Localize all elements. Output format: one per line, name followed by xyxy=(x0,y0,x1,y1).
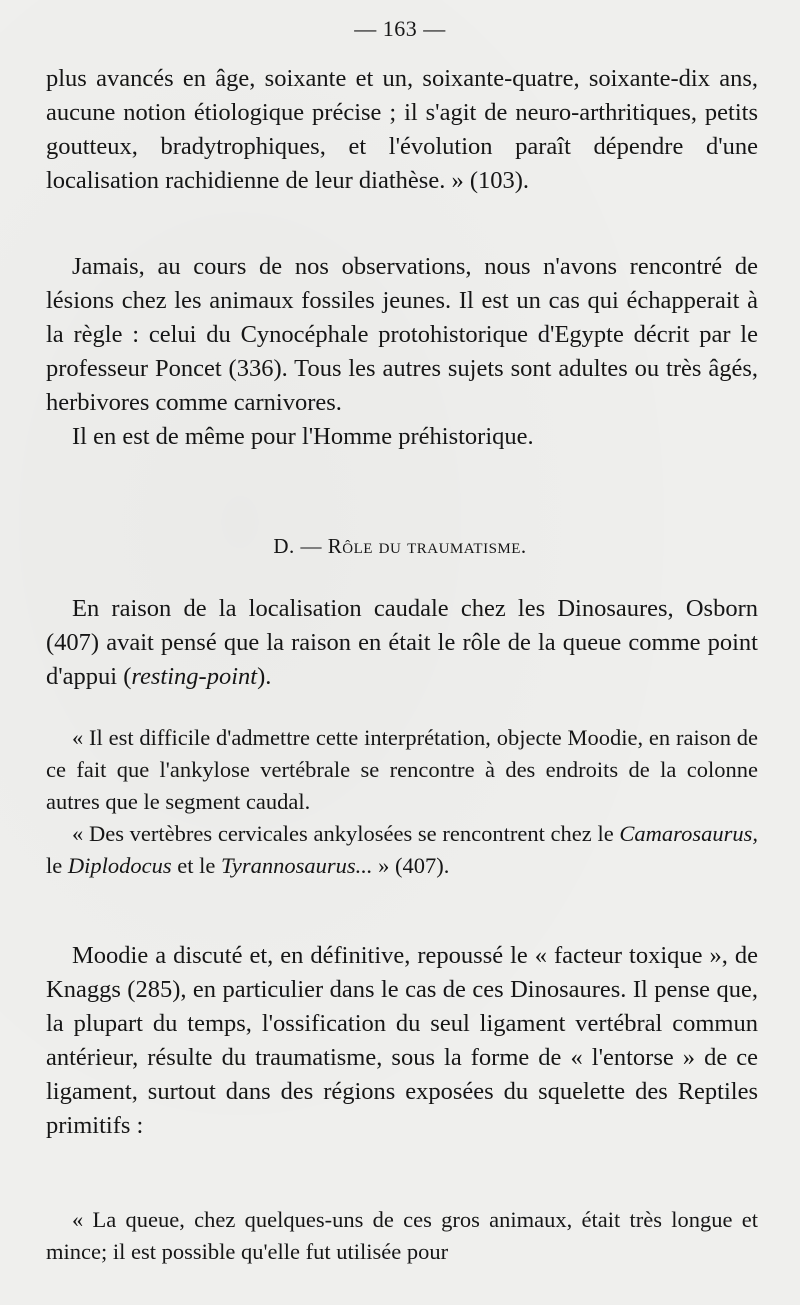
paragraph-6-italic-3: Tyrannosaurus... xyxy=(220,853,373,878)
paragraph-4-text: En raison de la localisation caudale chez les Dinosaures, Osborn (407) avait pensé que la raison en était le rôle de la queue comme point d'appui ( xyxy=(46,595,758,690)
page-number: — 163 — xyxy=(354,16,446,41)
paragraph-group-8 xyxy=(46,1204,758,1268)
paragraph-6-italic-2: Diplodocus xyxy=(67,853,172,878)
paragraph-4 xyxy=(46,592,758,694)
section-heading-title: Rôle du traumatisme. xyxy=(327,534,527,558)
paragraph-6-b: le xyxy=(46,853,68,878)
paragraph-4-italic: resting-point xyxy=(131,663,258,690)
paragraph-8: « La queue, chez quelques-uns de ces gros animaux, était très longue et mince; il est possible qu'elle fut utilisée pour xyxy=(46,1207,758,1264)
paragraph-6 xyxy=(46,818,758,882)
section-heading-prefix: D. — xyxy=(273,534,328,558)
paragraph-group-2 xyxy=(46,250,758,454)
paragraph-4-end: ). xyxy=(257,663,272,690)
paragraph-continuation xyxy=(46,62,758,198)
paragraph-6-c: et le xyxy=(171,853,221,878)
paragraph-3: Il en est de même pour l'Homme préhistorique. xyxy=(72,423,534,450)
section-heading xyxy=(0,534,800,559)
paragraph-5: « Il est difficile d'admettre cette interprétation, objecte Moodie, en raison de ce fait que l'ankylose vertébrale se rencontre à des endroits de la colonne autres que le segment caudal. xyxy=(46,725,758,814)
paragraph-1: plus avancés en âge, soixante et un, soixante-quatre, soixante-dix ans, aucune notion étiologique précise ; il s'agit de neuro-arthritiques, petits goutteux, bradytrophiques, et l'évolution paraît dépendre d'une localisation rachidienne de leur diathèse. » (103). xyxy=(46,65,758,194)
paragraph-7: Moodie a discuté et, en définitive, repoussé le « facteur toxique », de Knaggs (285), en particulier dans le cas de ces Dinosaures. Il pense que, la plupart du temps, l'ossification du seul ligament vertébral commun antérieur, résulte du traumatisme, sous la forme de « l'entorse » de ce ligament, surtout dans des régions exposées du squelette des Reptiles primitifs : xyxy=(46,942,758,1139)
paragraph-6-d: » (407). xyxy=(372,853,450,878)
paragraph-2: Jamais, au cours de nos observations, nous n'avons rencontré de lésions chez les animaux fossiles jeunes. Il est un cas qui échapperait à la règle : celui du Cynocéphale protohistorique d'Egypte décrit par le professeur Poncet (336). Tous les autres sujets sont adultes ou très âgés, herbivores comme carnivores. xyxy=(46,253,758,416)
quote-block xyxy=(46,722,758,882)
paragraph-group-4 xyxy=(46,592,758,694)
paragraph-6-a: « Des vertèbres cervicales ankylosées se rencontrent chez le xyxy=(72,821,620,846)
paragraph-group-7 xyxy=(46,939,758,1143)
paragraph-6-italic-1: Camarosaurus, xyxy=(619,821,758,846)
